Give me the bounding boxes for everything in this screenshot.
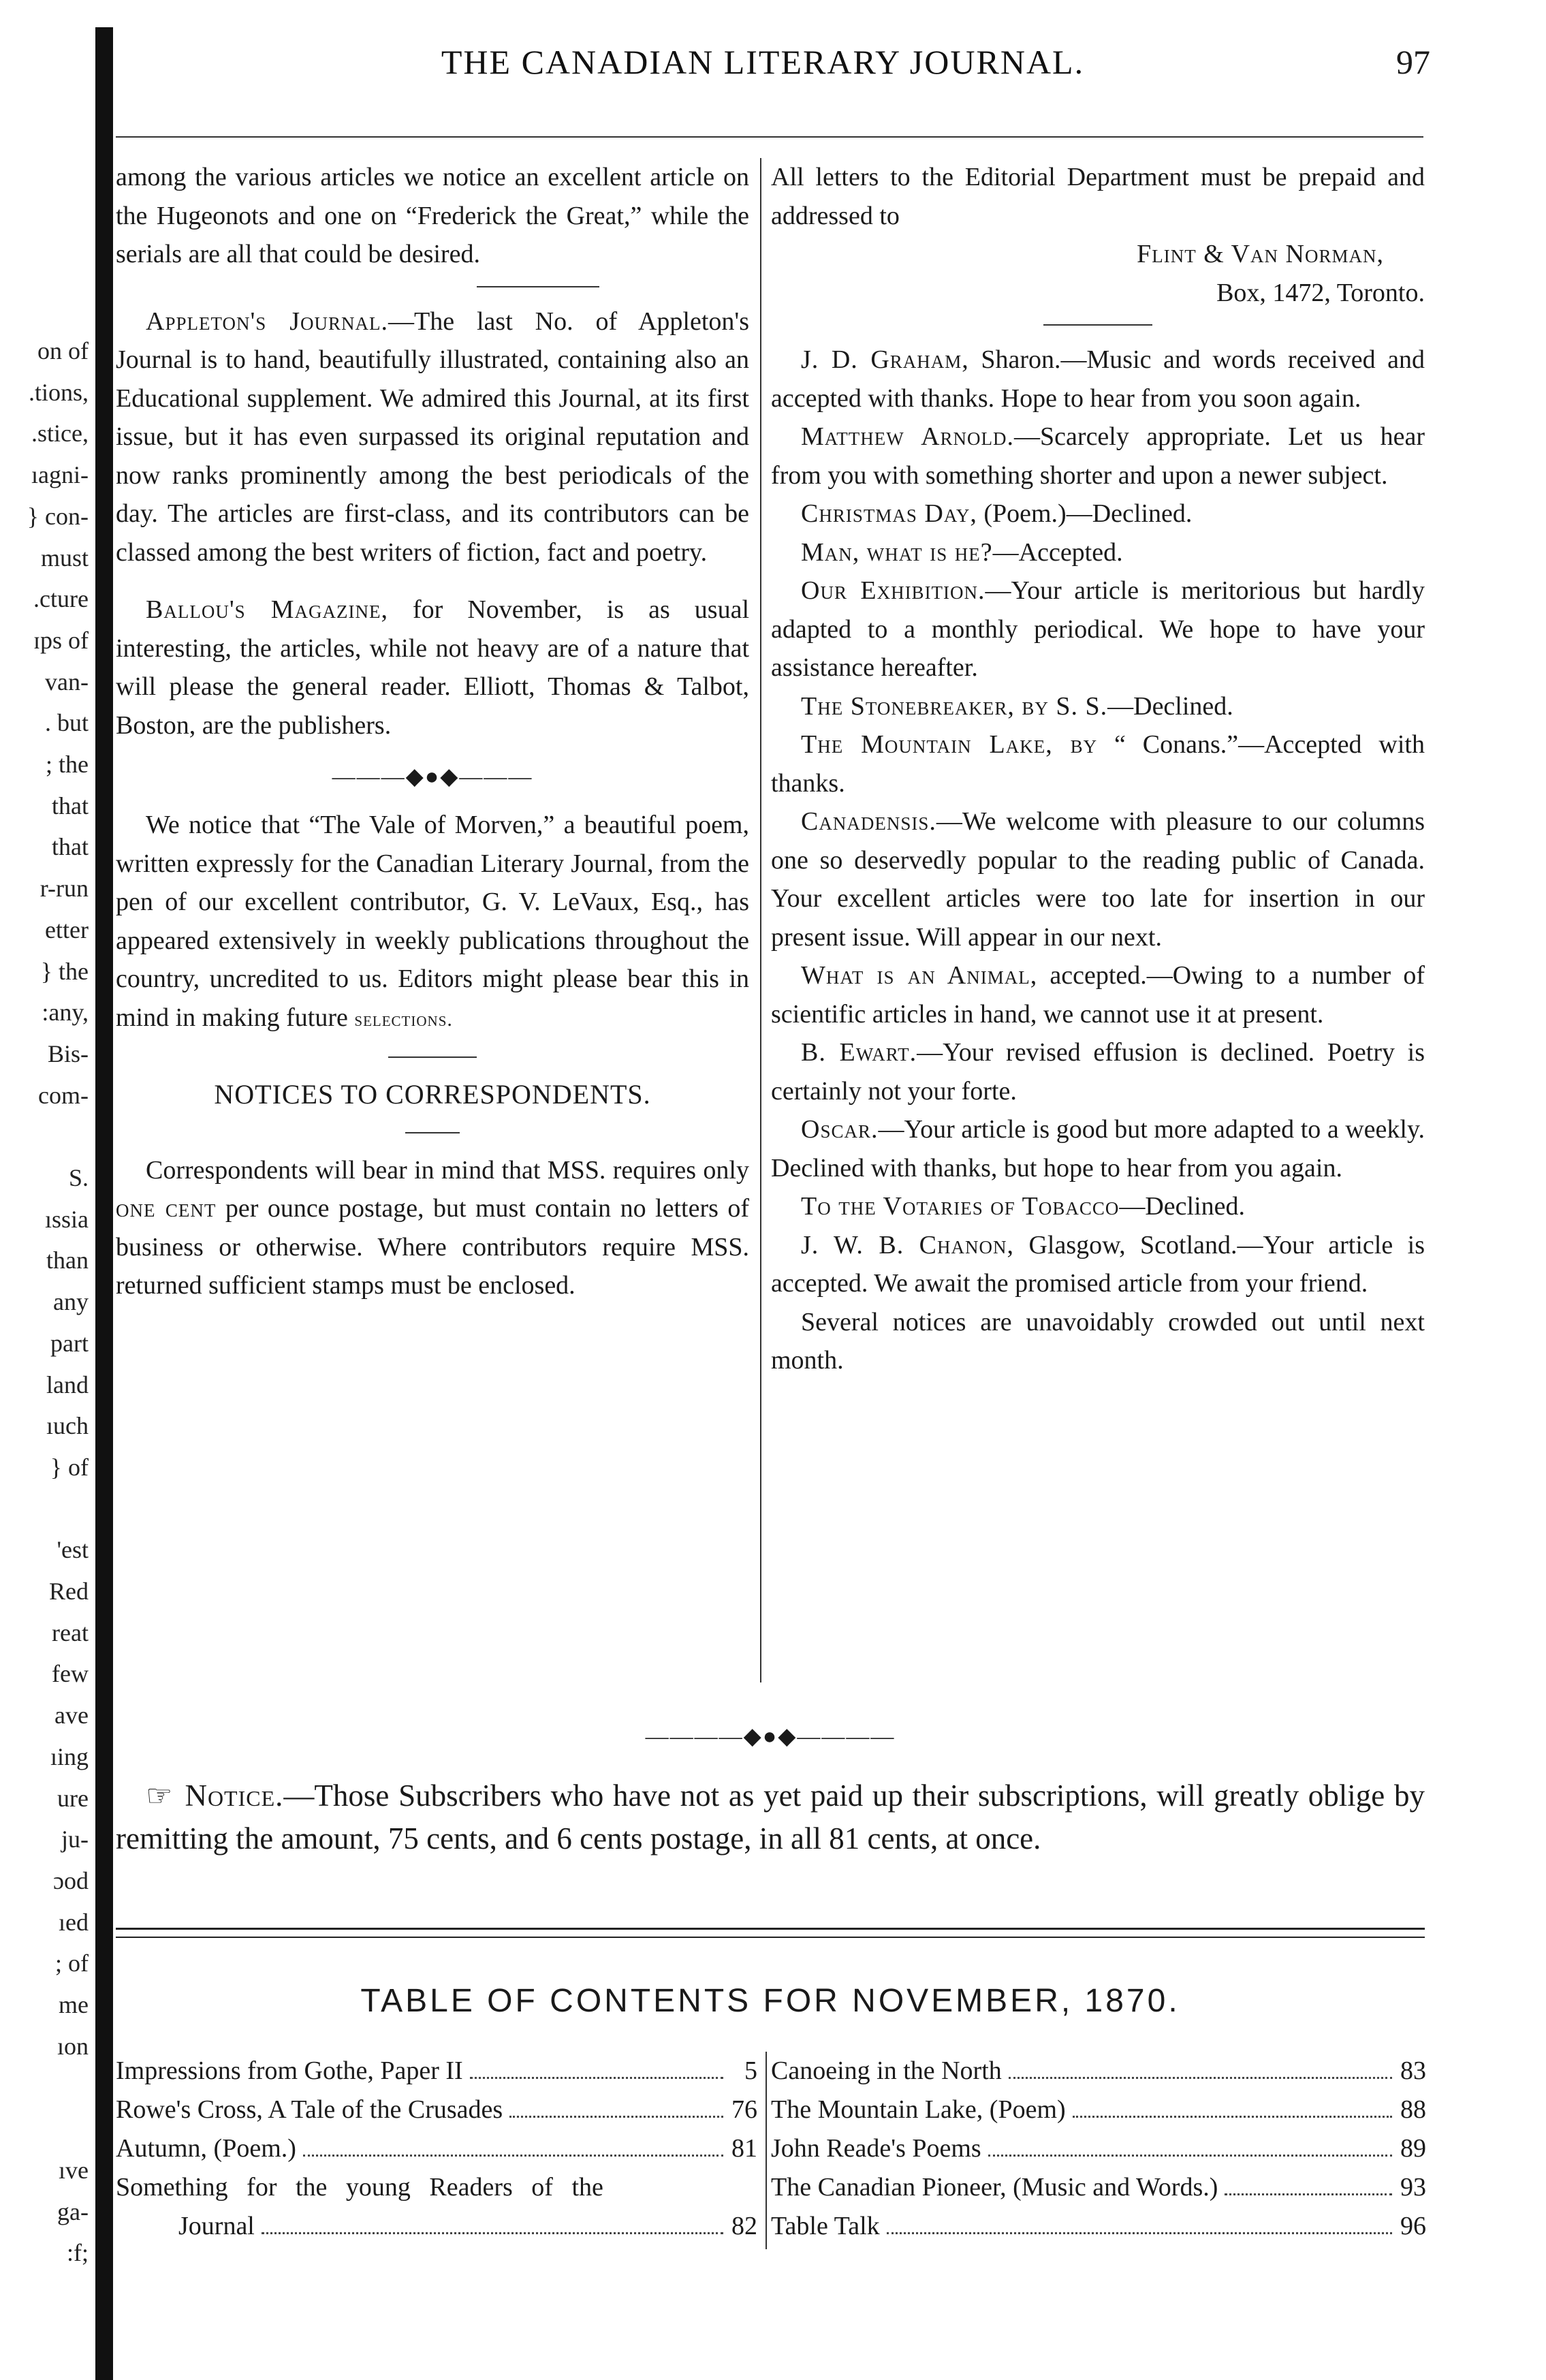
toc-entry-page: 5 xyxy=(744,2056,757,2085)
right-column xyxy=(771,158,1425,1380)
notice-recipient: J. D. Graham, xyxy=(801,345,969,374)
bleed-line: reat xyxy=(52,1618,89,1646)
toc-entry xyxy=(116,2091,757,2129)
bleed-line: ıon xyxy=(57,2032,89,2060)
bleed-line: :any, xyxy=(42,999,89,1027)
letters-paragraph: All letters to the Editorial Department must be prepaid and addressed to xyxy=(771,163,1425,230)
appleton-title: Appleton's Journal. xyxy=(146,307,389,336)
ballou-paragraph xyxy=(116,591,749,745)
notice-response: —Your article is good but more adapted to a weekly. Declined with thanks, but hope to hear from you again. xyxy=(771,1115,1425,1183)
section-rule xyxy=(1043,324,1152,326)
bleed-line: ıagni- xyxy=(31,461,89,489)
section-rule xyxy=(405,1132,460,1133)
bleed-line: van- xyxy=(45,668,89,695)
bleed-line: r-run xyxy=(40,875,89,903)
notice-recipient: Christmas Day, xyxy=(801,499,977,528)
bleed-line: ıed xyxy=(59,1908,89,1936)
correspondents-a: Correspondents will bear in mind that MSS. requires only xyxy=(146,1155,749,1185)
correspondent-notice xyxy=(771,571,1425,687)
bleed-line: } con- xyxy=(27,502,89,530)
bleed-line: S. xyxy=(68,1164,89,1191)
bleed-line: ɪps of xyxy=(33,626,89,654)
notice-response: (Poem.)—Declined. xyxy=(977,499,1193,528)
correspondents-b: per ounce postage, but must contain no letters of business or otherwise. Where contributors require MSS. returned sufficient stamps must be enclosed. xyxy=(116,1194,749,1300)
toc-entry-title: John Reade's Poems xyxy=(771,2134,981,2163)
vale-body: We notice that “The Vale of Morven,” a beautiful poem, written expressly for the Canadian Literary Journal, from the pen of our excellent contributor, G. V. LeVaux, Esq., has appeared extensively in weekly publications throughout the country, uncredited to us. Editors might please bear this in mind in making future xyxy=(116,811,749,1032)
toc-entry-title: Journal xyxy=(178,2212,255,2240)
bleed-line: ; of xyxy=(55,1950,89,1977)
bleed-line: few xyxy=(52,1660,89,1688)
bleed-line: Red xyxy=(49,1578,89,1605)
bleed-line: ga- xyxy=(57,2197,89,2225)
notice-response: —Your article is meritorious but hardly adapted to a monthly periodical. We hope to have your assistance hereafter. xyxy=(771,576,1425,682)
appleton-paragraph xyxy=(116,302,749,572)
bleed-line: .tions, xyxy=(28,378,89,406)
bleed-line: me xyxy=(59,1991,89,2018)
bleed-line: ju- xyxy=(61,1826,89,1853)
bleed-line: } the xyxy=(40,957,89,985)
toc-entry-page: 82 xyxy=(731,2212,757,2240)
notice-recipient: B. Ewart. xyxy=(801,1038,917,1067)
toc-entry-page: 81 xyxy=(731,2134,757,2163)
notice-recipient: The Mountain Lake, by xyxy=(801,730,1098,759)
facing-page-bleed xyxy=(0,0,89,2380)
bleed-line: etter xyxy=(45,915,89,943)
correspondent-notice xyxy=(771,956,1425,1033)
correspondent-notice xyxy=(771,418,1425,495)
notice-recipient: Matthew Arnold. xyxy=(801,422,1015,451)
toc-leader-dots xyxy=(509,2116,723,2118)
bleed-line: .cture xyxy=(33,585,89,613)
toc-entry-page: 76 xyxy=(731,2095,757,2124)
notice-label: Notice. xyxy=(185,1779,284,1813)
vale-paragraph xyxy=(116,806,749,1039)
notice-recipient: Our Exhibition. xyxy=(801,576,985,605)
toc-entry xyxy=(771,2129,1426,2168)
toc-entry xyxy=(771,2091,1426,2129)
notice-response: —Accepted. xyxy=(992,537,1123,567)
ballou-body: for November, is as usual interesting, the articles, while not heavy are of a nature that will please the general reader. Elliott, Thomas & Talbot, Boston, are the publishers. xyxy=(116,595,750,740)
bleed-line: } of xyxy=(50,1453,89,1481)
toc-entry-title: The Mountain Lake, (Poem) xyxy=(771,2095,1066,2124)
toc-leader-dots xyxy=(1009,2077,1392,2079)
toc-entry-page: 89 xyxy=(1400,2134,1426,2163)
toc-entry-page: 93 xyxy=(1400,2173,1426,2202)
toc-entry xyxy=(116,2129,757,2168)
notice-response: accepted.—Owing to a number of scientific articles in hand, we cannot use it at present. xyxy=(771,961,1425,1029)
toc-entry-title: The Canadian Pioneer, (Music and Words.) xyxy=(771,2173,1218,2202)
notice-recipient: Man, what is he? xyxy=(801,537,993,567)
toc-entry xyxy=(771,2207,1426,2246)
notice-recipient: Canadensis. xyxy=(801,807,936,836)
section-ornament: ———◆●◆——— xyxy=(332,764,533,789)
toc-entry-title: Impressions from Gothe, Paper II xyxy=(116,2056,463,2085)
toc-entry xyxy=(116,2168,757,2207)
notice-response: —Declined. xyxy=(1119,1192,1246,1221)
correspondent-notice xyxy=(771,725,1425,802)
correspondents-paragraph xyxy=(116,1151,749,1305)
bleed-line: ıve xyxy=(59,2156,89,2184)
subscriber-notice xyxy=(116,1774,1425,1860)
bleed-line: ɔod xyxy=(53,1866,89,1894)
toc-entry xyxy=(116,2207,757,2246)
bleed-line: part xyxy=(50,1329,89,1357)
toc-divider xyxy=(766,2052,767,2249)
section-rule xyxy=(388,1056,477,1058)
toc-title: TABLE OF CONTENTS FOR NOVEMBER, 1870. xyxy=(360,1983,1180,2019)
correspondent-notice xyxy=(771,687,1425,726)
bleed-line: ave xyxy=(54,1702,89,1729)
left-column xyxy=(116,158,749,1305)
notice-text: —Those Subscribers who have not as yet paid up their subscriptions, will greatly oblige by remitting the amount, 75 cents, and 6 cents postage, in all 81 cents, at once. xyxy=(116,1779,1425,1856)
bleed-line: must xyxy=(40,544,89,571)
appleton-body: —The last No. of Appleton's Journal is to hand, beautifully illustrated, containing also an Educational supplement. We admired this Journal, at its first issue, but it has even surpassed its original reputation and now ranks prominently among the best periodicals of the day. The articles are first-class, and its contributors can be classed among the best writers of fiction, fact and poetry. xyxy=(116,307,750,567)
toc-entry-page: 88 xyxy=(1400,2095,1426,2124)
toc-entry xyxy=(771,2168,1426,2207)
address-name: Flint & Van Norman, xyxy=(1137,240,1384,268)
toc-leader-dots xyxy=(1225,2193,1392,2195)
bleed-line: ıing xyxy=(50,1742,89,1770)
toc-leader-dots xyxy=(303,2155,723,2157)
notices-heading: NOTICES TO CORRESPONDENTS. xyxy=(214,1079,651,1110)
address-box: Box, 1472, Toronto. xyxy=(1216,278,1425,307)
toc-entry xyxy=(771,2052,1426,2091)
bleed-line: 'est xyxy=(57,1536,89,1564)
correspondent-notice xyxy=(771,341,1425,418)
toc-right-column xyxy=(771,2052,1426,2246)
bleed-line: on of xyxy=(37,337,89,364)
bleed-line: Bis- xyxy=(47,1039,89,1067)
toc-entry-page: 83 xyxy=(1400,2056,1426,2085)
bleed-line: than xyxy=(46,1247,89,1274)
header-rule xyxy=(116,136,1423,138)
correspondent-notice xyxy=(771,1187,1425,1226)
correspondent-notices xyxy=(771,341,1425,1380)
toc-entry-title: Canoeing in the North xyxy=(771,2056,1002,2085)
bleed-line: ure xyxy=(57,1784,89,1812)
one-cent: one cent xyxy=(116,1194,217,1223)
notice-response: Glasgow, Scotland.—Your article is accepted. We await the promised article from your friend. xyxy=(771,1230,1425,1298)
toc-left-column xyxy=(116,2052,757,2246)
toc-entry-title: Something for the young Readers of the xyxy=(116,2173,603,2202)
notice-recipient: The Stonebreaker, by S. S. xyxy=(801,691,1108,721)
toc-leader-dots xyxy=(988,2155,1392,2157)
notice-recipient: Oscar. xyxy=(801,1115,879,1144)
intro-paragraph: among the various articles we notice an excellent article on the Hugeonots and one on “Frederick the Great,” while the serials are all that could be desired. xyxy=(116,163,749,268)
notice-response: —Scarcely appropriate. Let us hear from you with something shorter and upon a newer subject. xyxy=(771,422,1425,490)
toc-leader-dots xyxy=(887,2232,1392,2234)
correspondent-notice xyxy=(771,495,1425,533)
ballou-title: Ballou's Magazine, xyxy=(146,595,388,624)
toc-entry xyxy=(116,2052,757,2091)
notice-response: Several notices are unavoidably crowded out until next month. xyxy=(771,1307,1425,1375)
toc-entry-title: Autumn, (Poem.) xyxy=(116,2134,296,2163)
bleed-line: :f; xyxy=(67,2239,89,2267)
bleed-line: . but xyxy=(44,709,89,737)
section-rule xyxy=(477,286,599,287)
page-number: 97 xyxy=(1396,43,1430,81)
bleed-line: that xyxy=(52,833,89,861)
toc-entry-page: 96 xyxy=(1400,2212,1426,2240)
bleed-line: .stice, xyxy=(31,420,89,448)
toc-leader-dots xyxy=(470,2077,723,2079)
notice-recipient: What is an Animal, xyxy=(801,961,1038,990)
notice-recipient: J. W. B. Chanon, xyxy=(801,1230,1015,1259)
correspondent-notice xyxy=(771,533,1425,572)
vale-selections: selections. xyxy=(354,1007,453,1031)
column-divider xyxy=(760,158,761,1682)
bleed-line: any xyxy=(53,1288,89,1316)
toc-entry-title: Table Talk xyxy=(771,2212,880,2240)
double-rule xyxy=(116,1928,1425,1938)
correspondent-notice xyxy=(771,802,1425,956)
correspondent-notice xyxy=(771,1303,1425,1380)
notice-response: —Your revised effusion is declined. Poetry is certainly not your forte. xyxy=(771,1038,1425,1106)
notice-response: —We welcome with pleasure to our columns one so deservedly popular to the reading public of Canada. Your excellent articles were too late for insertion in our present issue. Will appear in our next. xyxy=(771,807,1425,952)
bleed-line: land xyxy=(46,1371,89,1398)
bleed-line: ıuch xyxy=(46,1412,89,1440)
bleed-line: that xyxy=(52,792,89,819)
toc-leader-dots xyxy=(262,2232,723,2234)
correspondent-notice xyxy=(771,1110,1425,1187)
toc-leader-dots xyxy=(1073,2116,1392,2118)
notice-response: Sharon.—Music and words received and accepted with thanks. Hope to hear from you soon again. xyxy=(771,345,1425,413)
binding-edge xyxy=(95,27,113,2380)
correspondent-notice xyxy=(771,1226,1425,1303)
bleed-line: com- xyxy=(38,1081,89,1109)
correspondent-notice xyxy=(771,1033,1425,1110)
bleed-line: ıssia xyxy=(44,1205,89,1233)
notice-response: —Declined. xyxy=(1107,691,1233,721)
bleed-line: ; the xyxy=(46,751,89,778)
running-header-title: THE CANADIAN LITERARY JOURNAL. xyxy=(441,43,1085,81)
pointing-hand-icon: ☞ xyxy=(146,1779,173,1813)
center-ornament: ————◆●◆———— xyxy=(645,1724,896,1749)
notice-recipient: To the Votaries of Tobacco xyxy=(801,1192,1120,1221)
toc-entry-title: Rowe's Cross, A Tale of the Crusades xyxy=(116,2095,503,2124)
notice-response: “ Conans.”—Accepted with thanks. xyxy=(771,730,1425,798)
